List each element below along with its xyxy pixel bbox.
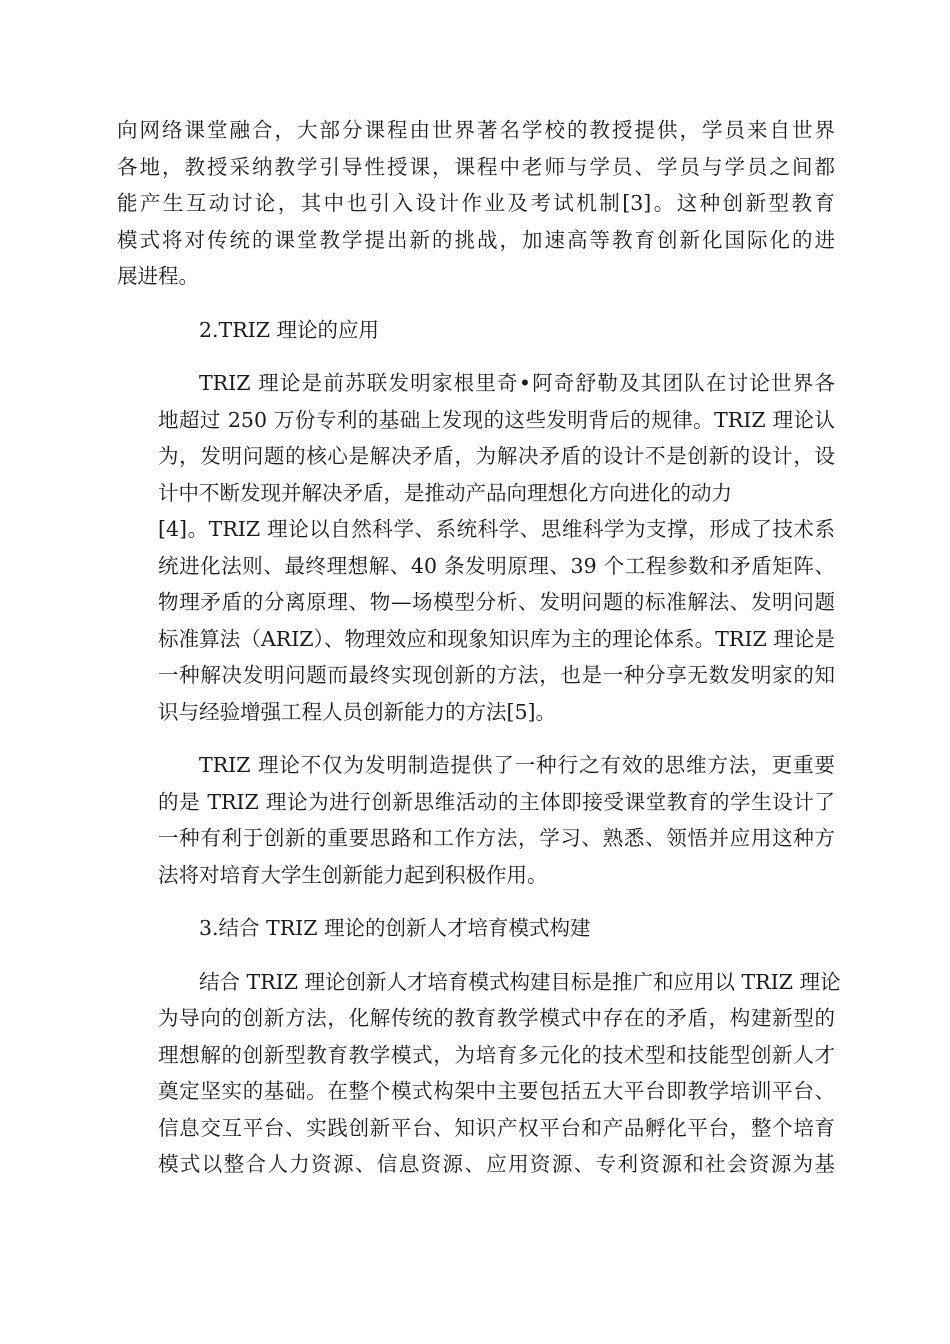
text-line: 为导向的创新方法，化解传统的教育教学模式中存在的矛盾，构建新型的 xyxy=(158,1006,835,1030)
paragraph-intro-continuation xyxy=(117,112,835,295)
text-line: 模式以整合人力资源、信息资源、应用资源、专利资源和社会资源为基 xyxy=(158,1152,835,1176)
heading-text: 3.结合 TRIZ 理论的创新人才培育模式构建 xyxy=(199,916,591,940)
text-line: 计中不断发现并解决矛盾，是推动产品向理想化方向进化的动力 xyxy=(158,480,732,505)
paragraph-triz-value xyxy=(117,747,835,893)
text-line: TRIZ 理论是前苏联发明家根里奇•阿奇舒勒及其团队在讨论世界各 xyxy=(199,371,835,395)
text-line: 一种有利于创新的重要思路和工作方法，学习、熟悉、领悟并应用这种方 xyxy=(158,826,835,850)
text-line: 统进化法则、最终理想解、40 条发明原理、39 个工程参数和矛盾矩阵、 xyxy=(158,553,835,578)
text-line: 物理矛盾的分离原理、物—场模型分析、发明问题的标准解法、发明问题 xyxy=(158,590,835,614)
text-line: [4]。TRIZ 理论以自然科学、系统科学、思维科学为支撑，形成了技术系 xyxy=(158,517,835,541)
section-heading-triz-application xyxy=(117,312,835,349)
text-line: 向网络课堂融合，大部分课程由世界著名学校的教授提供，学员来自世界 xyxy=(117,118,835,142)
document-body xyxy=(117,112,841,1200)
text-line: 展进程。 xyxy=(117,264,199,288)
text-line: 奠定坚实的基础。在整个模式构架中主要包括五大平台即教学培训平台、 xyxy=(158,1079,835,1103)
heading-text: 2.TRIZ 理论的应用 xyxy=(199,317,380,342)
text-line: 一种解决发明问题而最终实现创新的方法，也是一种分享无数发明家的知 xyxy=(158,663,835,687)
text-line: 识与经验增强工程人员创新能力的方法[5]。 xyxy=(158,699,557,724)
text-line: 结合 TRIZ 理论创新人才培育模式构建目标是推广和应用以 TRIZ 理论 xyxy=(199,969,841,994)
text-line: 信息交互平台、实践创新平台、知识产权平台和产品孵化平台，整个培育 xyxy=(158,1115,835,1140)
text-line: 法将对培育大学生创新能力起到积极作用。 xyxy=(158,862,548,887)
text-line: 能产生互动讨论，其中也引入设计作业及考试机制[3]。这种创新型教育 xyxy=(117,191,835,215)
text-line: 各地，教授采纳教学引导性授课，课程中老师与学员、学员与学员之间都 xyxy=(117,154,835,179)
paragraph-triz-theory xyxy=(117,365,835,730)
text-line: 标准算法（ARIZ）、物理效应和现象知识库为主的理论体系。TRIZ 理论是 xyxy=(158,626,835,651)
text-line: 模式将对传统的课堂教学提出新的挑战，加速高等教育创新化国际化的进 xyxy=(117,227,835,252)
text-line: 为，发明问题的核心是解决矛盾，为解决矛盾的设计不是创新的设计，设 xyxy=(158,444,835,468)
section-heading-talent-model xyxy=(117,910,835,947)
text-line: 的是 TRIZ 理论为进行创新思维活动的主体即接受课堂教育的学生设计了 xyxy=(158,789,835,814)
text-line: 地超过 250 万份专利的基础上发现的这些发明背后的规律。TRIZ 理论认 xyxy=(158,407,835,432)
paragraph-model-construction xyxy=(117,964,841,1183)
text-line: TRIZ 理论不仅为发明制造提供了一种行之有效的思维方法，更重要 xyxy=(199,753,835,777)
text-line: 理想解的创新型教育教学模式，为培育多元化的技术型和技能型创新人才 xyxy=(158,1042,835,1067)
